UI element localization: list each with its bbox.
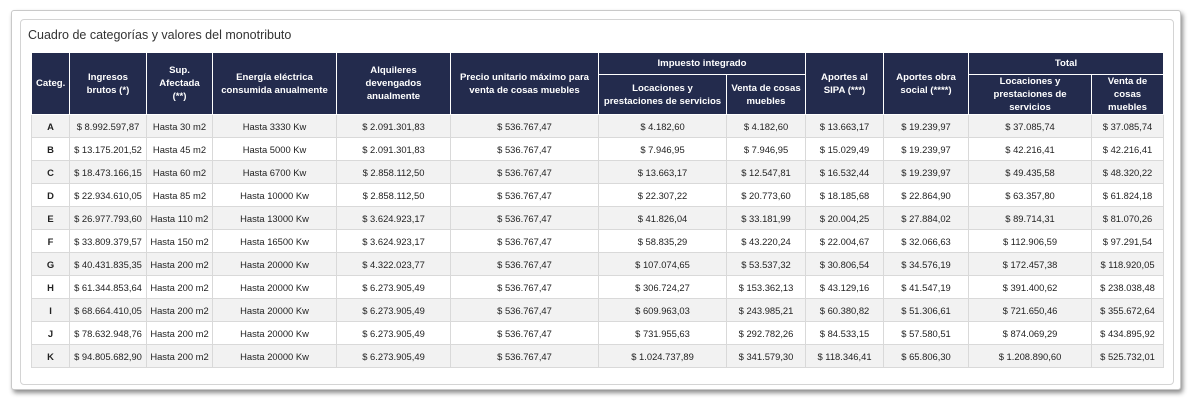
header-superficie: Sup. Afectada (**) [147,53,213,115]
cell-aportes-sipa: $ 43.129,16 [806,276,884,299]
cell-aportes-sipa: $ 118.346,41 [806,345,884,368]
cell-energia: Hasta 20000 Kw [213,276,337,299]
cell-superficie: Hasta 110 m2 [147,207,213,230]
cell-ingresos-brutos: $ 13.175.201,52 [70,138,147,161]
table-container [31,52,1163,368]
cell-total-locaciones: $ 112.906,59 [969,230,1092,253]
cell-precio-unitario: $ 536.767,47 [451,322,599,345]
cell-aportes-sipa: $ 20.004,25 [806,207,884,230]
cell-precio-unitario: $ 536.767,47 [451,345,599,368]
header-impuesto-venta: Venta de cosas muebles [727,75,806,115]
cell-categoria: B [32,138,70,161]
cell-impuesto-locaciones: $ 731.955,63 [599,322,727,345]
cell-precio-unitario: $ 536.767,47 [451,207,599,230]
cell-total-venta: $ 81.070,26 [1092,207,1164,230]
table-row [32,322,1164,345]
cell-impuesto-locaciones: $ 58.835,29 [599,230,727,253]
cell-total-locaciones: $ 391.400,62 [969,276,1092,299]
cell-alquileres: $ 6.273.905,49 [337,322,451,345]
cell-superficie: Hasta 200 m2 [147,322,213,345]
table-row [32,299,1164,322]
cell-energia: Hasta 10000 Kw [213,184,337,207]
cell-impuesto-venta: $ 341.579,30 [727,345,806,368]
cell-aportes-obra-social: $ 32.066,63 [884,230,969,253]
cell-alquileres: $ 6.273.905,49 [337,276,451,299]
cell-ingresos-brutos: $ 78.632.948,76 [70,322,147,345]
cell-energia: Hasta 16500 Kw [213,230,337,253]
cell-ingresos-brutos: $ 61.344.853,64 [70,276,147,299]
header-ingresos: Ingresos brutos (*) [70,53,147,115]
cell-impuesto-locaciones: $ 22.307,22 [599,184,727,207]
cell-aportes-sipa: $ 30.806,54 [806,253,884,276]
cell-categoria: H [32,276,70,299]
cell-aportes-obra-social: $ 34.576,19 [884,253,969,276]
cell-aportes-obra-social: $ 19.239,97 [884,115,969,138]
table-row [32,207,1164,230]
cell-alquileres: $ 2.858.112,50 [337,184,451,207]
cell-impuesto-locaciones: $ 41.826,04 [599,207,727,230]
cell-ingresos-brutos: $ 8.992.597,87 [70,115,147,138]
cell-impuesto-venta: $ 292.782,26 [727,322,806,345]
cell-total-locaciones: $ 721.650,46 [969,299,1092,322]
cell-alquileres: $ 3.624.923,17 [337,207,451,230]
header-aportes-obra-social: Aportes obra social (****) [884,53,969,115]
table-row [32,115,1164,138]
cell-aportes-sipa: $ 16.532,44 [806,161,884,184]
cell-aportes-sipa: $ 15.029,49 [806,138,884,161]
cell-impuesto-locaciones: $ 306.724,27 [599,276,727,299]
header-precio-unitario: Precio unitario máximo para venta de cosas muebles [451,53,599,115]
cell-alquileres: $ 6.273.905,49 [337,345,451,368]
cell-categoria: G [32,253,70,276]
cell-alquileres: $ 2.091.301,83 [337,115,451,138]
cell-total-locaciones: $ 172.457,38 [969,253,1092,276]
cell-precio-unitario: $ 536.767,47 [451,184,599,207]
cell-energia: Hasta 20000 Kw [213,322,337,345]
cell-ingresos-brutos: $ 40.431.835,35 [70,253,147,276]
header-impuesto-locaciones: Locaciones y prestaciones de servicios [599,75,727,115]
cell-precio-unitario: $ 536.767,47 [451,161,599,184]
header-aportes-sipa: Aportes al SIPA (***) [806,53,884,115]
table-row [32,161,1164,184]
cell-superficie: Hasta 200 m2 [147,345,213,368]
cell-total-venta: $ 525.732,01 [1092,345,1164,368]
table-row [32,253,1164,276]
cell-categoria: K [32,345,70,368]
cell-ingresos-brutos: $ 26.977.793,60 [70,207,147,230]
cell-superficie: Hasta 45 m2 [147,138,213,161]
cell-impuesto-venta: $ 20.773,60 [727,184,806,207]
table-row [32,345,1164,368]
cell-total-venta: $ 61.824,18 [1092,184,1164,207]
cell-energia: Hasta 13000 Kw [213,207,337,230]
cell-total-venta: $ 434.895,92 [1092,322,1164,345]
cell-categoria: I [32,299,70,322]
cell-total-venta: $ 355.672,64 [1092,299,1164,322]
table-header [32,53,1164,115]
cell-aportes-obra-social: $ 57.580,51 [884,322,969,345]
cell-alquileres: $ 6.273.905,49 [337,299,451,322]
cell-total-locaciones: $ 89.714,31 [969,207,1092,230]
cell-categoria: F [32,230,70,253]
cell-aportes-sipa: $ 13.663,17 [806,115,884,138]
cell-impuesto-venta: $ 43.220,24 [727,230,806,253]
cell-total-locaciones: $ 1.208.890,60 [969,345,1092,368]
cell-alquileres: $ 3.624.923,17 [337,230,451,253]
cell-categoria: A [32,115,70,138]
cell-precio-unitario: $ 536.767,47 [451,230,599,253]
cell-energia: Hasta 3330 Kw [213,115,337,138]
cell-impuesto-venta: $ 7.946,95 [727,138,806,161]
screenshot-frame [11,10,1181,390]
cell-total-locaciones: $ 42.216,41 [969,138,1092,161]
cell-aportes-obra-social: $ 41.547,19 [884,276,969,299]
cell-categoria: J [32,322,70,345]
cell-total-locaciones: $ 874.069,29 [969,322,1092,345]
cell-precio-unitario: $ 536.767,47 [451,253,599,276]
cell-aportes-obra-social: $ 19.239,97 [884,161,969,184]
cell-impuesto-venta: $ 12.547,81 [727,161,806,184]
table-row [32,276,1164,299]
cell-impuesto-venta: $ 33.181,99 [727,207,806,230]
header-total-locaciones: Locaciones y prestaciones de servicios [969,75,1092,115]
header-energia: Energía eléctrica consumida anualmente [213,53,337,115]
cell-energia: Hasta 20000 Kw [213,345,337,368]
cell-precio-unitario: $ 536.767,47 [451,115,599,138]
cell-superficie: Hasta 150 m2 [147,230,213,253]
monotributo-card [20,19,1174,385]
cell-impuesto-locaciones: $ 107.074,65 [599,253,727,276]
cell-precio-unitario: $ 536.767,47 [451,276,599,299]
cell-energia: Hasta 20000 Kw [213,299,337,322]
cell-superficie: Hasta 30 m2 [147,115,213,138]
cell-alquileres: $ 4.322.023,77 [337,253,451,276]
cell-ingresos-brutos: $ 18.473.166,15 [70,161,147,184]
cell-precio-unitario: $ 536.767,47 [451,138,599,161]
cell-impuesto-venta: $ 53.537,32 [727,253,806,276]
monotributo-table [31,52,1164,368]
cell-ingresos-brutos: $ 94.805.682,90 [70,345,147,368]
cell-alquileres: $ 2.091.301,83 [337,138,451,161]
table-row [32,230,1164,253]
cell-precio-unitario: $ 536.767,47 [451,299,599,322]
card-title: Cuadro de categorías y valores del monotributo [28,28,292,42]
cell-total-venta: $ 238.038,48 [1092,276,1164,299]
cell-impuesto-locaciones: $ 1.024.737,89 [599,345,727,368]
cell-energia: Hasta 5000 Kw [213,138,337,161]
cell-aportes-sipa: $ 84.533,15 [806,322,884,345]
cell-superficie: Hasta 200 m2 [147,276,213,299]
table-row [32,138,1164,161]
cell-aportes-sipa: $ 60.380,82 [806,299,884,322]
cell-total-venta: $ 37.085,74 [1092,115,1164,138]
cell-total-venta: $ 118.920,05 [1092,253,1164,276]
table-row [32,184,1164,207]
cell-energia: Hasta 20000 Kw [213,253,337,276]
cell-aportes-obra-social: $ 27.884,02 [884,207,969,230]
cell-aportes-obra-social: $ 65.806,30 [884,345,969,368]
cell-categoria: D [32,184,70,207]
cell-energia: Hasta 6700 Kw [213,161,337,184]
cell-superficie: Hasta 60 m2 [147,161,213,184]
cell-aportes-obra-social: $ 22.864,90 [884,184,969,207]
cell-aportes-obra-social: $ 51.306,61 [884,299,969,322]
cell-impuesto-venta: $ 243.985,21 [727,299,806,322]
cell-impuesto-venta: $ 4.182,60 [727,115,806,138]
header-alquileres: Alquileres devengados anualmente [337,53,451,115]
cell-total-locaciones: $ 63.357,80 [969,184,1092,207]
cell-total-venta: $ 48.320,22 [1092,161,1164,184]
header-total: Total [969,53,1164,75]
cell-ingresos-brutos: $ 68.664.410,05 [70,299,147,322]
cell-total-locaciones: $ 49.435,58 [969,161,1092,184]
cell-aportes-obra-social: $ 19.239,97 [884,138,969,161]
cell-impuesto-locaciones: $ 7.946,95 [599,138,727,161]
cell-impuesto-locaciones: $ 4.182,60 [599,115,727,138]
cell-superficie: Hasta 85 m2 [147,184,213,207]
cell-impuesto-venta: $ 153.362,13 [727,276,806,299]
cell-aportes-sipa: $ 22.004,67 [806,230,884,253]
cell-impuesto-locaciones: $ 609.963,03 [599,299,727,322]
cell-total-venta: $ 97.291,54 [1092,230,1164,253]
cell-ingresos-brutos: $ 22.934.610,05 [70,184,147,207]
cell-categoria: E [32,207,70,230]
cell-total-venta: $ 42.216,41 [1092,138,1164,161]
header-impuesto-integrado: Impuesto integrado [599,53,806,75]
header-total-venta: Venta de cosas muebles [1092,75,1164,115]
cell-categoria: C [32,161,70,184]
cell-total-locaciones: $ 37.085,74 [969,115,1092,138]
cell-superficie: Hasta 200 m2 [147,299,213,322]
cell-superficie: Hasta 200 m2 [147,253,213,276]
cell-ingresos-brutos: $ 33.809.379,57 [70,230,147,253]
header-categ: Categ. [32,53,70,115]
cell-aportes-sipa: $ 18.185,68 [806,184,884,207]
cell-alquileres: $ 2.858.112,50 [337,161,451,184]
cell-impuesto-locaciones: $ 13.663,17 [599,161,727,184]
table-body [32,115,1164,368]
